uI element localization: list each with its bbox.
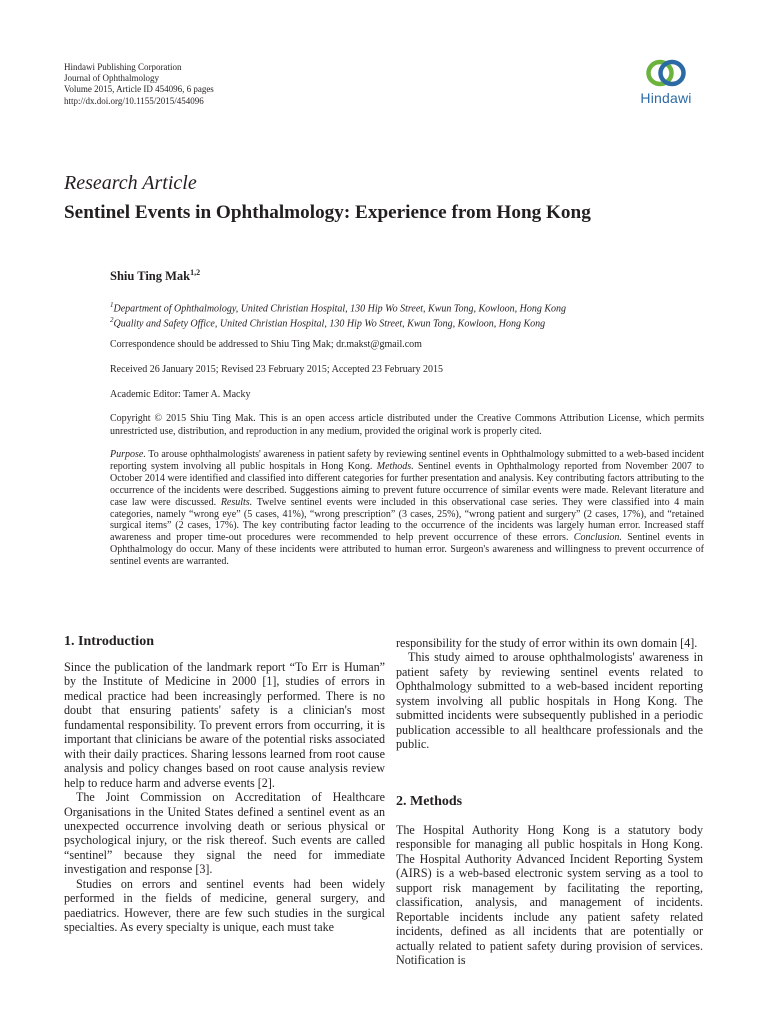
introduction-heading: 1. Introduction [64, 634, 154, 649]
affiliation-1 [110, 301, 566, 314]
journal-header [64, 62, 214, 107]
author-name [110, 268, 200, 284]
abstract-purpose-label: Purpose. [110, 449, 146, 460]
abstract-methods: Sentinel events in Ophthalmology reported from November 2007 to October 2014 were identified and classified into different categories for further presentation and analysis. Key contributing factors attributing to the occurrence of the incidents were described. Suggestions aiming to prevent future occurrence of similar events were made. Relevant literature and case law were discussed. [110, 460, 705, 508]
abstract-conclusion: Sentinel events in Ophthalmology do occur. Many of these incidents were attributed to human error. Surgeon's awareness and willingness to prevent occurrence of sentinel events are warranted. [110, 532, 704, 568]
received-dates: Received 26 January 2015; Revised 23 February 2015; Accepted 23 February 2015 [110, 364, 443, 375]
doi-link[interactable]: http://dx.doi.org/10.1155/2015/454096 [64, 95, 204, 106]
author-affiliation-marks: 1,2 [190, 268, 201, 277]
abstract-conclusion-label: Conclusion. [573, 532, 622, 544]
introduction-column-left [64, 660, 385, 935]
intro-paragraph-3-continued: responsibility for the study of error within its own domain [4]. [396, 636, 698, 650]
correspondence-line: Correspondence should be addressed to Shiu Ting Mak; dr.makst@gmail.com [110, 339, 422, 350]
intro-paragraph-4: This study aimed to arouse ophthalmologists' awareness in patient safety by reviewing sentinel events related to Ophthalmology submitted to a web-based incident reporting system involving all public hospitals in Hong Kong. The submitted incidents were subsequently published in a periodic publication accessible to all healthcare professionals and the public. [396, 650, 703, 752]
affiliation-1-text: Department of Ophthalmology, United Christian Hospital, 130 Hip Wo Street, Kwun Tong, Kowloon, Hong Kong [113, 303, 567, 315]
abstract-results-label: Results. [220, 496, 253, 508]
author-name-text: Shiu Ting Mak [110, 269, 191, 284]
introduction-column-right [396, 636, 703, 752]
methods-paragraph-1: The Hospital Authority Hong Kong is a statutory body responsible for managing all public hospitals in Hong Kong. The Hospital Authority Advanced Incident Reporting System (AIRS) is a web-based electronic system serving as a tool to support risk management by facilitating the reporting, classification, analysis, and management of incidents. Reportable incidents include any patient safety related incidents, defined as all incidents that are potentially or actually related to patient safety during provision of services. Notification is [396, 823, 703, 968]
intro-paragraph-1: Since the publication of the landmark report “To Err is Human” by the Institute of Medicine in 2000 [1], studies of errors in medical practice had been increasingly performed. There is no doubt that ensuring patients' safety is a clinician's most fundamental responsibility. To prevent errors from occurring, it is important that clinicians be aware of the potential risks associated with their daily practices. Sharing lessons learned from root cause analysis and policy changes based on root cause analysis review help to reduce harm and adverse events [2]. [64, 660, 385, 790]
logo-wordmark: Hindawi [640, 90, 692, 106]
publisher-name: Hindawi Publishing Corporation [64, 62, 182, 72]
copyright-notice: Copyright © 2015 Shiu Ting Mak. This is an open access article distributed under the Creative Commons Attribution License, which permits unrestricted use, distribution, and reproduction in any medium, provided the original work is properly cited. [110, 413, 704, 437]
affiliation-1-mark: 1 [110, 301, 114, 309]
intro-paragraph-3: Studies on errors and sentinel events had been widely performed in the fields of medicine, general surgery, and paediatrics. However, there are few such studies in the surgical specialties. As every specialty is unique, each must take [64, 876, 385, 935]
affiliation-2-text: Quality and Safety Office, United Christian Hospital, 130 Hip Wo Street, Kwun Tong, Kowloon, Hong Kong [113, 318, 546, 330]
academic-editor: Academic Editor: Tamer A. Macky [110, 389, 251, 400]
volume-info: Volume 2015, Article ID 454096, 6 pages [64, 84, 214, 95]
hindawi-logo-icon [646, 58, 686, 88]
affiliation-2 [110, 316, 545, 329]
affiliation-2-mark: 2 [110, 316, 114, 324]
intro-paragraph-2: The Joint Commission on Accreditation of Healthcare Organisations in the United States defined a sentinel event as an unexpected occurrence involving death or serious physical or psychological injury, or the risk thereof. Such events are called “sentinel” because they signal the need for immediate investigation and response [3]. [64, 790, 385, 877]
article-title: Sentinel Events in Ophthalmology: Experience from Hong Kong [64, 202, 591, 223]
abstract-results: Twelve sentinel events were included in this observational case series. They were classified into 4 main categories, namely “wrong eye” (5 cases, 41%), “wrong prescription” (3 cases, 25%), “wrong patient and surgery” (2 cases, 17%), and “retained surgical items” (2 cases, 17%). The key contributing factor leading to the occurrence of the incidents was largely human error. Increased staff awareness and proper time-out procedures were recommended to help prevent occurrence of these errors. [110, 496, 705, 544]
abstract [110, 449, 704, 568]
methods-heading: 2. Methods [396, 794, 463, 809]
abstract-methods-label: Methods. [376, 460, 414, 472]
methods-column [396, 823, 703, 968]
hindawi-logo [628, 58, 704, 110]
article-type: Research Article [64, 172, 197, 194]
abstract-purpose: To arouse ophthalmologists' awareness in patient safety by reviewing sentinel events in Ophthalmology submitted to a web-based incident reporting system involving all public hospitals in Hong Kong. [110, 449, 704, 472]
journal-name: Journal of Ophthalmology [64, 73, 159, 84]
